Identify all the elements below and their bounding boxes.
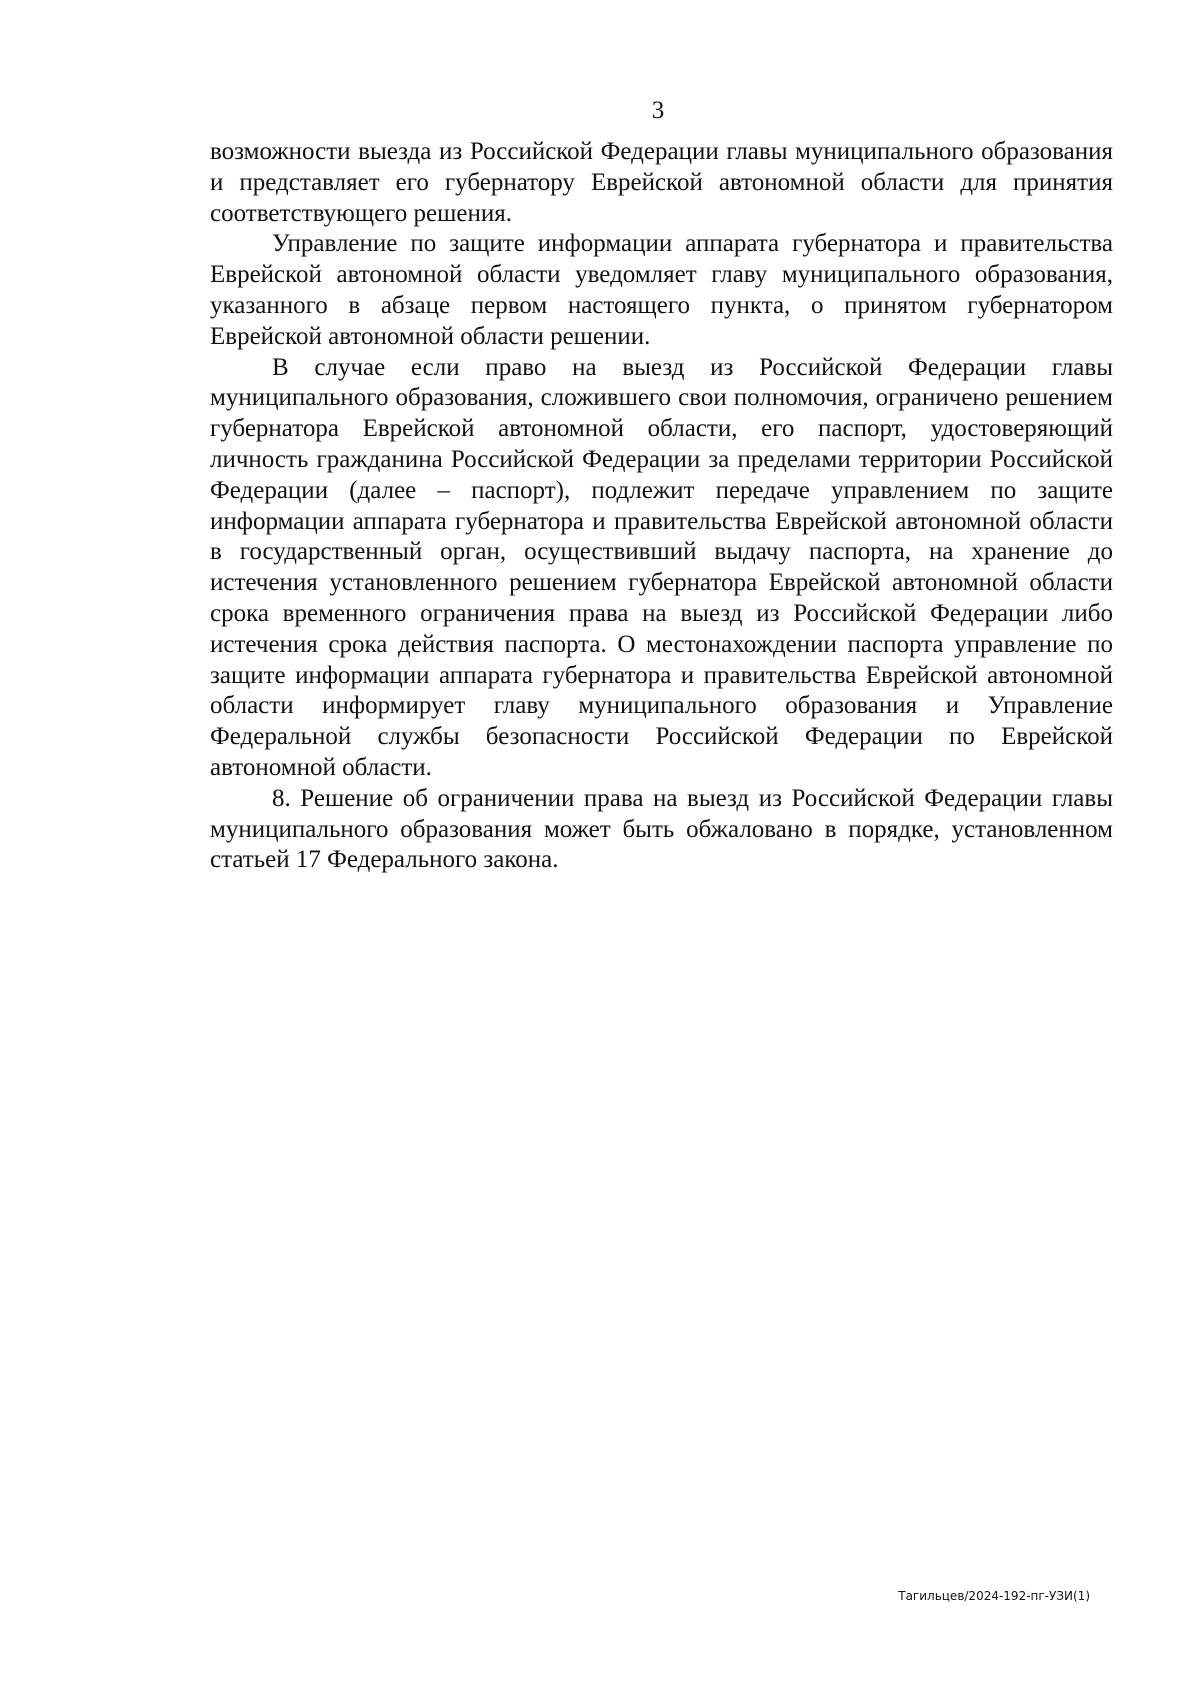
paragraph-continuation: возможности выезда из Российской Федерации главы муниципального образования и представляет его губернатору Еврейской автономной области для принятия соответствующего решения. xyxy=(210,138,1113,227)
page-number: 3 xyxy=(651,97,665,124)
document-code: Тагильцев/2024-192-пг-УЗИ(1) xyxy=(898,1589,1090,1603)
paragraph-passport-transfer: В случае если право на выезд из Российской Федерации главы муниципального образования, сложившего свои полномочия, ограничено решением губернатора Еврейской автономной области, его паспорт, удостоверяющий личность гражданина Российской Федерации за пределами территории Российской Федерации (далее – паспорт), подлежит передаче управлением по защите информации аппарата губернатора и правительства Еврейской автономной области в государственный орган, осуществивший выдачу паспорта, на хранение до истечения установленного решением губернатора Еврейской автономной области срока временного ограничения права на выезд из Российской Федерации либо истечения срока действия паспорта. О местонахождении паспорта управление по защите информации аппарата губернатора и правительства Еврейской автономной области информирует главу муниципального образования и Управление Федеральной службы безопасности Российской Федерации по Еврейской автономной области. xyxy=(210,353,1113,781)
document-body xyxy=(210,137,1113,876)
paragraph-notification: Управление по защите информации аппарата губернатора и правительства Еврейской автономной области уведомляет главу муниципального образования, указанного в абзаце первом настоящего пункта, о принятом губернатором Еврейской автономной области решении. xyxy=(210,230,1113,350)
paragraph-item-8-appeal: 8. Решение об ограничении права на выезд из Российской Федерации главы муниципального образования может быть обжаловано в порядке, установленном статьей 17 Федерального закона. xyxy=(210,784,1113,874)
